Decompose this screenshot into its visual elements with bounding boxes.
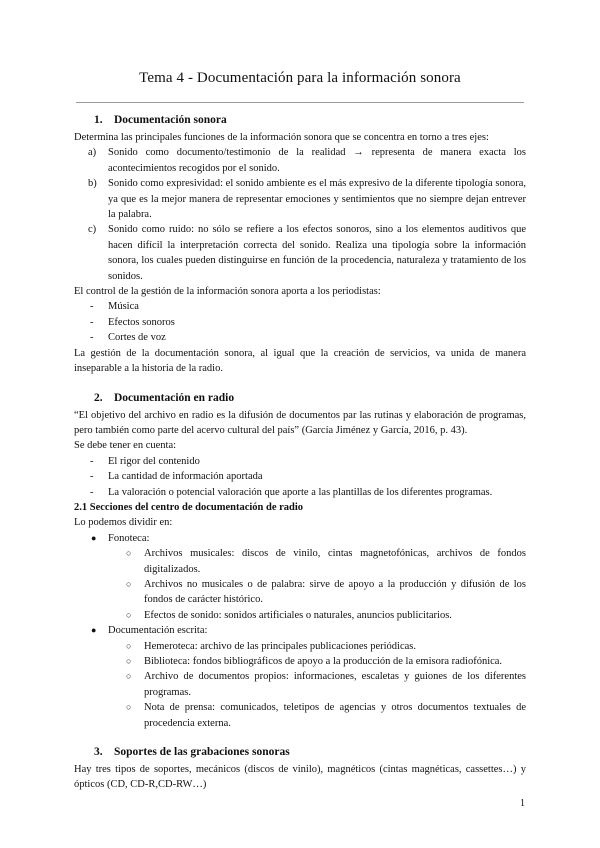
circle-bullet-icon: ○ [126,609,132,620]
dash-item: - La valoración o potencial valoración que aporte a las plantillas de los diferentes programas. [74,485,526,500]
section-group-documentacion-escrita [74,623,526,731]
section-2-note: Se debe tener en cuenta: [74,440,177,452]
circle-bullet-icon: ○ [126,578,132,589]
section-1-intro: Determina las principales funciones de la información sonora que se concentra en torno a tres ejes: [74,132,489,143]
list-item-text: Archivos musicales: discos de vinilo, cintas magnetofónicas, archivos de fondos digitalizados. [144,548,526,575]
dash-item: - Efectos sonoros [74,315,526,330]
dash-item: - Cortes de voz [74,330,526,345]
page-number: 1 [520,798,525,809]
list-item-text: Hemeroteca: archivo de las principales publicaciones periódicas. [144,640,417,652]
list-item [108,546,526,577]
alpha-item [74,176,526,222]
list-item [108,654,526,669]
section-2-title: Documentación en radio [114,391,235,404]
bullet-icon: ● [91,532,97,543]
alpha-item [74,145,526,176]
alpha-marker: b) [88,178,97,190]
list-item-text: Efectos de sonido: sonidos artificiales o naturales, anuncios publicitarios. [144,609,452,621]
section-2-dash-list [74,454,526,500]
section-1-alpha-list [74,145,526,284]
dash-item: - El rigor del contenido [74,454,526,469]
group-label: Fonoteca: [108,532,150,544]
alpha-item-text: Sonido como ruido: no sólo se refiere a los efectos sonoros, sino a los elementos auditivos que hacen difícil la interpretación correcta del sonido. Realiza una tipología sobre la información sonora, los cuales pueden distinguirse en función de la procedencia, naturaleza y tratamiento de los sonidos. [108,224,526,282]
group-label: Documentación escrita: [108,625,208,637]
dash-item: - Música [74,299,526,314]
list-item [108,577,526,608]
list-item-text: Archivo de documentos propios: informaciones, escaletas y guiones de los diferentes programas. [144,671,526,698]
list-item-text: Archivos no musicales o de palabra: sirve de apoyo a la producción y difusión de los fondos de carácter histórico. [144,578,526,606]
alpha-marker: a) [88,147,97,159]
fonoteca-items [108,546,526,623]
circle-bullet-icon: ○ [126,671,132,682]
section-3-number: 3. [94,746,103,759]
list-item [108,669,526,700]
list-item-text: Biblioteca: fondos bibliográficos de apoyo a la producción de la emisora radiofónica. [144,656,503,667]
section-1-number: 1. [94,114,103,126]
alpha-marker: c) [88,224,97,236]
section-1-control: El control de la gestión de la información sonora aporta a los periodistas: [74,286,381,298]
title-divider [76,102,524,103]
document-title: Tema 4 - Documentación para la información sonora [139,70,461,86]
dash-item: - La cantidad de información aportada [74,469,526,484]
circle-bullet-icon: ○ [126,548,132,559]
sections-list [74,531,526,731]
list-item [108,639,526,654]
list-item [108,700,526,731]
section-1-heading [94,112,526,128]
list-item [108,608,526,623]
section-1-closing: La gestión de la documentación sonora, al igual que la creación de servicios, va unida de manera inseparable a la historia de la radio. [74,347,526,375]
section-2-1-heading: 2.1 Secciones del centro de documentación de radio [74,501,304,513]
section-2-quote: “El objetivo del archivo en radio es la difusión de documentos par las rutinas y elaboración de programas, pero también como parte del acervo cultural del país” (García Jiménez y García, 2016, p. 43). [74,409,526,436]
circle-bullet-icon: ○ [126,640,132,651]
alpha-item-text: Sonido como documento/testimonio de la realidad → representa de manera exacta los acontecimientos recogidos por el sonido. [108,147,526,174]
documentacion-escrita-items [108,639,526,731]
section-group-fonoteca [74,531,526,623]
section-3-heading [94,744,526,760]
section-3-text: Hay tres tipos de soportes, mecánicos (discos de vinilo), magnéticos (cintas magnéticas, cassettes…) y ópticos (CD, CD-R,CD-RW…) [74,764,526,791]
circle-bullet-icon: ○ [126,702,132,713]
alpha-item-text: Sonido como expresividad: el sonido ambiente es el más expresivo de la diferente tipología sonora, ya que es la mejor manera de representar emociones y sentimientos que no siempre dejan entrever la palabra. [108,178,526,221]
list-item-text: Nota de prensa: comunicados, teletipos de agencias y otros documentos textuales de procedencia externa. [144,702,526,729]
circle-bullet-icon: ○ [126,656,132,666]
section-1-title: Documentación sonora [114,114,227,126]
bullet-icon: ● [91,625,97,636]
alpha-item [74,222,526,284]
section-2-number: 2. [94,391,103,404]
document-body [74,112,526,793]
section-2-1-intro: Lo podemos dividir en: [74,517,173,529]
section-1-dash-list [74,299,526,345]
section-3-title: Soportes de las grabaciones sonoras [114,746,290,759]
section-2-heading [94,390,526,406]
